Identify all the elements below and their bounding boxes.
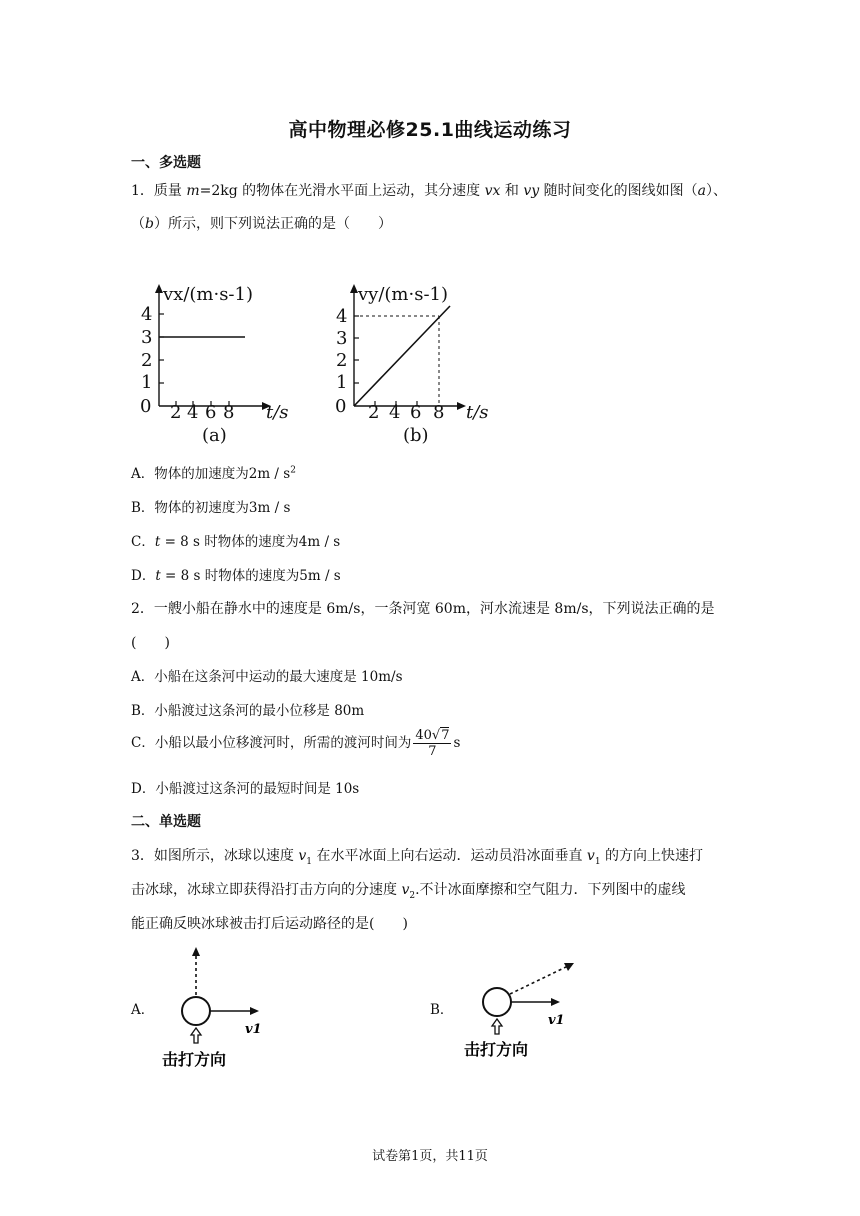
q3-v2-symbol: v bbox=[401, 882, 410, 898]
q2-stem-line1: 2．一艘小船在静水中的速度是 6m/s，一条河宽 60m，河水流速是 8m/s，下列说法正确的是 bbox=[131, 601, 715, 617]
q3-v1-subscript: 1 bbox=[594, 856, 601, 867]
q1-option-c-label: C． bbox=[131, 534, 155, 550]
graph-b-caption: (b) bbox=[403, 425, 429, 446]
figure-a-v1-arrowhead bbox=[250, 1007, 259, 1015]
graph-b-x-arrow bbox=[457, 402, 466, 410]
graph-a-caption: (a) bbox=[202, 425, 227, 446]
q1-option-d-label: D． bbox=[131, 568, 156, 584]
figure-a-caption: 击打方向 bbox=[162, 1050, 227, 1069]
graph-a-xlabel: t/s bbox=[266, 402, 289, 423]
q1-graph-b bbox=[330, 278, 500, 448]
q3-stem-line1 bbox=[131, 845, 703, 867]
q1-text: （ bbox=[131, 216, 145, 232]
graph-b-xtick-0: 0 bbox=[335, 396, 347, 417]
q3-text: 在水平冰面上向右运动．运动员沿冰面垂直 bbox=[312, 848, 587, 864]
graph-b-ytick-1: 1 bbox=[336, 372, 348, 393]
q1-option-c-t: t bbox=[154, 534, 161, 550]
q1-fig-a-ref: a bbox=[697, 183, 706, 199]
q3-v1-subscript: 1 bbox=[306, 856, 313, 867]
graph-a-ytick-2: 2 bbox=[141, 350, 153, 371]
fraction-radicand: 7 bbox=[441, 728, 450, 743]
q2-option-c-unit: s bbox=[453, 735, 461, 751]
graph-b-vy-line bbox=[354, 306, 450, 406]
q1-option-c-text: = 8 s 时物体的速度为4m / s bbox=[160, 534, 341, 550]
graph-a-ytick-1: 1 bbox=[141, 372, 153, 393]
q1-text: 1．质量 bbox=[131, 183, 187, 199]
q1-text: ）、 bbox=[705, 183, 727, 199]
q1-option-d-text: = 8 s 时物体的速度为5m / s bbox=[160, 568, 341, 584]
figure-a-v1-label: v1 bbox=[245, 1022, 262, 1037]
q3-figure-b bbox=[450, 950, 590, 1065]
page-title: 高中物理必修25.1曲线运动练习 bbox=[288, 119, 572, 141]
q3-v1-symbol: v bbox=[586, 848, 595, 864]
q1-text: 和 bbox=[500, 183, 524, 199]
q1-text: =2kg 的物体在光滑水平面上运动，其分速度 bbox=[199, 183, 485, 199]
fraction-numerator: 40 bbox=[415, 728, 432, 743]
graph-a-xtick-4: 4 bbox=[187, 402, 199, 423]
graph-a-xtick-8: 8 bbox=[223, 402, 235, 423]
q3-text: 的方向上快速打 bbox=[600, 848, 704, 864]
graph-b-ytick-4: 4 bbox=[336, 306, 348, 327]
q2-option-d: D．小船渡过这条河的最短时间是 10s bbox=[131, 781, 360, 797]
q1-option-a-text: A．物体的加速度为2m / s bbox=[131, 466, 291, 482]
q1-option-d-t: t bbox=[155, 568, 161, 584]
q1-fig-b-ref: b bbox=[145, 216, 154, 232]
graph-a-ytick-3: 3 bbox=[141, 327, 153, 348]
graph-a-ylabel: vx/(m·s-1) bbox=[163, 284, 253, 305]
graph-a-xtick-2: 2 bbox=[170, 402, 182, 423]
section-multiple-choice: 一、多选题 bbox=[131, 155, 201, 171]
q1-mass-symbol: m bbox=[186, 183, 200, 199]
q2-option-a: A．小船在这条河中运动的最大速度是 10m/s bbox=[131, 669, 403, 685]
figure-b-caption: 击打方向 bbox=[464, 1040, 529, 1059]
q2-option-c bbox=[131, 728, 460, 759]
q2-stem-line2: ( ) bbox=[131, 635, 170, 651]
q1-text: ）所示，则下列说法正确的是（ ） bbox=[153, 216, 392, 232]
figure-b-v1-arrowhead bbox=[551, 998, 560, 1006]
figure-a-path-arrowhead bbox=[192, 947, 200, 956]
graph-b-y-arrow bbox=[350, 284, 358, 293]
figure-b-dashed-path bbox=[510, 966, 568, 994]
graph-b-xtick-8: 8 bbox=[433, 402, 445, 423]
q3-figure-a bbox=[150, 945, 280, 1070]
q1-option-a bbox=[131, 462, 296, 482]
graph-b-ytick-3: 3 bbox=[336, 328, 348, 349]
q3-option-b-label: B． bbox=[430, 1002, 454, 1018]
q1-stem-line2 bbox=[131, 213, 392, 233]
graph-a-xtick-0: 0 bbox=[140, 396, 152, 417]
puck-icon bbox=[483, 988, 511, 1016]
q2-option-b: B．小船渡过这条河的最小位移是 80m bbox=[131, 703, 365, 719]
q1-option-d bbox=[131, 564, 341, 584]
page-footer: 试卷第1页，共11页 bbox=[372, 1149, 488, 1164]
graph-a-ytick-4: 4 bbox=[141, 304, 153, 325]
graph-b-ylabel: vy/(m·s-1) bbox=[358, 284, 449, 305]
strike-direction-arrow-icon bbox=[492, 1019, 502, 1034]
q1-option-a-exponent: 2 bbox=[290, 465, 296, 476]
graph-b-ytick-2: 2 bbox=[336, 350, 348, 371]
q3-stem-line3: 能正确反映冰球被击打后运动路径的是( ) bbox=[131, 916, 408, 932]
q2-option-c-fraction: $\frac{40√7}{7}$ bbox=[415, 728, 450, 759]
fraction-denominator: 7 bbox=[428, 744, 437, 759]
figure-b-v1-label: v1 bbox=[548, 1013, 565, 1028]
puck-icon bbox=[182, 997, 210, 1025]
q1-text: 随时间变化的图线如图（ bbox=[539, 183, 698, 199]
q3-text: 击冰球，冰球立即获得沿打击方向的分速度 bbox=[131, 882, 402, 898]
strike-direction-arrow-icon bbox=[191, 1028, 201, 1043]
q3-option-a-label: A． bbox=[131, 1002, 155, 1018]
graph-a-xtick-6: 6 bbox=[205, 402, 217, 423]
q3-text: 3．如图所示，冰球以速度 bbox=[131, 848, 299, 864]
q3-stem-line2 bbox=[131, 879, 686, 901]
q1-graph-a bbox=[135, 278, 305, 448]
graph-b-xtick-2: 2 bbox=[368, 402, 380, 423]
graph-b-xlabel: t/s bbox=[466, 402, 489, 423]
section-single-choice: 二、单选题 bbox=[131, 814, 201, 830]
graph-a-y-arrow bbox=[155, 284, 163, 293]
graph-b-xtick-6: 6 bbox=[410, 402, 422, 423]
q3-v1-symbol: v bbox=[298, 848, 307, 864]
q1-vx-symbol: vx bbox=[484, 183, 501, 199]
q1-option-b: B．物体的初速度为3m / s bbox=[131, 500, 291, 516]
q1-option-c bbox=[131, 530, 340, 550]
q1-vy-symbol: vy bbox=[523, 183, 540, 199]
q3-text: .不计冰面摩擦和空气阻力．下列图中的虚线 bbox=[415, 882, 686, 898]
q1-stem-line1 bbox=[131, 180, 727, 200]
q2-option-c-text: C．小船以最小位移渡河时，所需的渡河时间为 bbox=[131, 735, 412, 751]
q3-v2-subscript: 2 bbox=[409, 890, 416, 901]
graph-b-xtick-4: 4 bbox=[389, 402, 401, 423]
